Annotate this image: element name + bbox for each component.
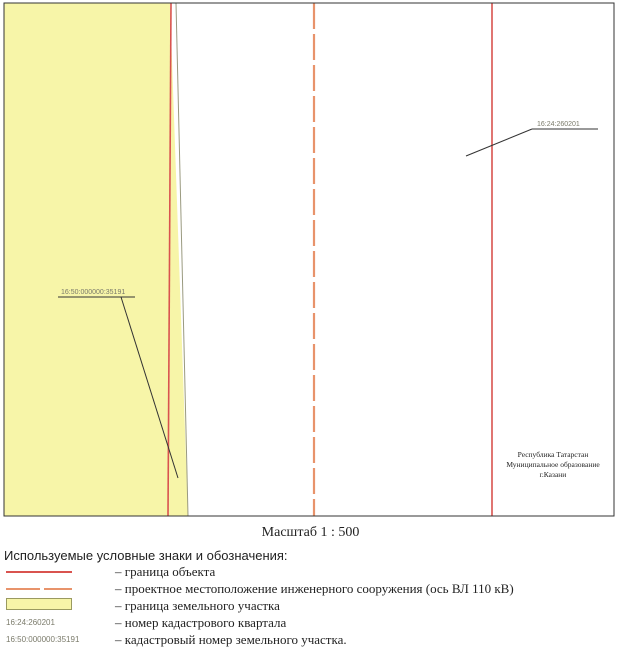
legend-title: Используемые условные знаки и обозначения: — [4, 548, 288, 563]
admin-region-line: Республика Татарстан — [517, 450, 589, 459]
legend-item-label: – номер кадастрового квартала — [115, 615, 287, 630]
land-parcel — [4, 3, 188, 516]
legend-item-quarter-number — [0, 614, 621, 631]
yellow-rectangle-symbol — [4, 597, 74, 614]
admin-municipality-line: Муниципальное образование — [506, 460, 600, 469]
sample-text-symbol: 16:24:260201 — [6, 618, 55, 627]
parcel-number-label: 16:50:000000:35191 — [61, 289, 126, 296]
legend-item-label: – проектное местоположение инженерного сооружения (ось ВЛ 110 кВ) — [115, 581, 514, 596]
dashed-line-symbol — [4, 580, 74, 597]
legend-item-projected-line — [0, 580, 621, 597]
quarter-number-label: 16:24:260201 — [537, 121, 580, 128]
legend-item-parcel-number — [0, 631, 621, 648]
red-line-symbol — [4, 563, 74, 580]
scale-label: Масштаб 1 : 500 — [261, 525, 360, 540]
legend-item-label: – граница земельного участка — [115, 598, 280, 613]
legend — [0, 563, 621, 648]
legend-item-land-parcel — [0, 597, 621, 614]
legend-item-label: – кадастровый номер земельного участка. — [115, 632, 347, 647]
legend-item-label: – граница объекта — [115, 564, 216, 579]
quarter-label-leader — [466, 129, 532, 156]
sample-text-symbol: 16:50:000000:35191 — [6, 635, 80, 644]
legend-item-object-boundary — [0, 563, 621, 580]
admin-city-line: г.Казани — [539, 470, 567, 479]
